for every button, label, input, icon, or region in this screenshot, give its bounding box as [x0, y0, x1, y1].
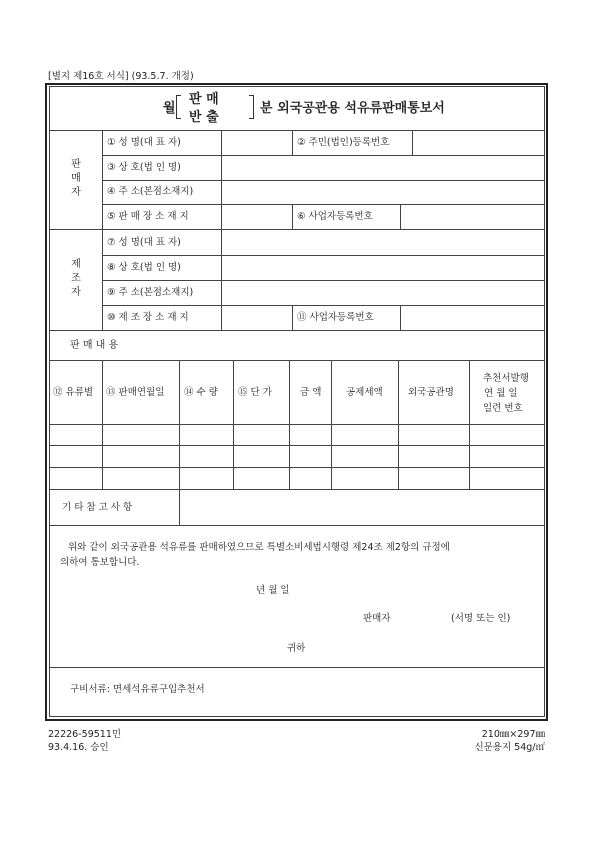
title-left-bracket — [176, 95, 181, 119]
field-2-reg-no: ② 주민(법인)등록번호 — [297, 137, 390, 148]
field-1-name: ① 성 명(대 표 자) — [107, 137, 181, 148]
sales-content-label: 판 매 내 용 — [70, 340, 119, 351]
footer-paper-type: 신문용지 54g/㎡ — [474, 742, 545, 753]
maker-section-label: 제 조 자 — [71, 259, 81, 298]
seller-sign-label: 판매자 — [363, 613, 391, 624]
header-oil-type: ⑫ 유류별 — [53, 387, 94, 398]
header-recommend-issue: 추천서발행 — [483, 373, 529, 384]
title-rest: 분 외국공관용 석유류판매통보서 — [260, 101, 445, 116]
statement-line-2: 의하여 통보합니다. — [60, 557, 140, 568]
field-9-address: ⑨ 주 소(본점소재지) — [107, 287, 194, 298]
field-6-business-no: ⑥ 사업자등록번호 — [297, 211, 373, 222]
recipient-label: 귀하 — [287, 643, 306, 654]
field-4-address: ④ 주 소(본점소재지) — [107, 186, 194, 197]
form-code: [별지 제16호 서식] (93.5.7. 개정) — [48, 71, 194, 82]
date-label: 년 월 일 — [256, 585, 290, 596]
seller-section-label: 판 매 자 — [71, 159, 81, 198]
field-10-factory-location: ⑩ 제 조 장 소 재 지 — [107, 312, 189, 323]
title-sale: 판 매 — [189, 92, 219, 107]
field-5-sale-location: ⑤ 판 매 장 소 재 지 — [107, 211, 189, 222]
header-recommend-date: 연 월 일 — [484, 388, 518, 399]
other-reference-label: 기 타 참 고 사 항 — [62, 502, 133, 513]
field-3-company: ③ 상 호(법 인 명) — [107, 162, 181, 173]
footer-form-number: 22226-59511민 — [48, 729, 122, 740]
attachments-label: 구비서류: 면세석유류구입추천서 — [70, 684, 205, 695]
header-sale-date: ⑬ 판매연월일 — [106, 387, 165, 398]
field-11-business-no: ⑪ 사업자등록번호 — [297, 312, 374, 323]
header-unit-price: ⑮ 단 가 — [238, 387, 272, 398]
field-8-company: ⑧ 상 호(법 인 명) — [107, 262, 181, 273]
header-serial-no: 일련 번호 — [483, 403, 523, 414]
statement-line-1: 위와 같이 외국공관용 석유류를 판매하였으므로 특별소비세법시행령 제24조 제2항의 규정에 — [68, 542, 450, 553]
footer-approval: 93.4.16. 승인 — [48, 742, 109, 753]
field-7-name: ⑦ 성 명(대 표 자) — [107, 237, 181, 248]
title-month: 월 — [163, 101, 176, 116]
header-quantity: ⑭ 수 량 — [184, 387, 218, 398]
header-tax-deduction: 공제세액 — [346, 387, 383, 398]
title-return: 반 출 — [189, 110, 219, 125]
footer-paper-size: 210㎜×297㎜ — [481, 729, 545, 740]
title-right-bracket — [249, 95, 254, 119]
sign-note: (서명 또는 인) — [451, 613, 511, 624]
header-amount: 금 액 — [300, 387, 322, 398]
header-embassy-name: 외국공관명 — [408, 387, 454, 398]
